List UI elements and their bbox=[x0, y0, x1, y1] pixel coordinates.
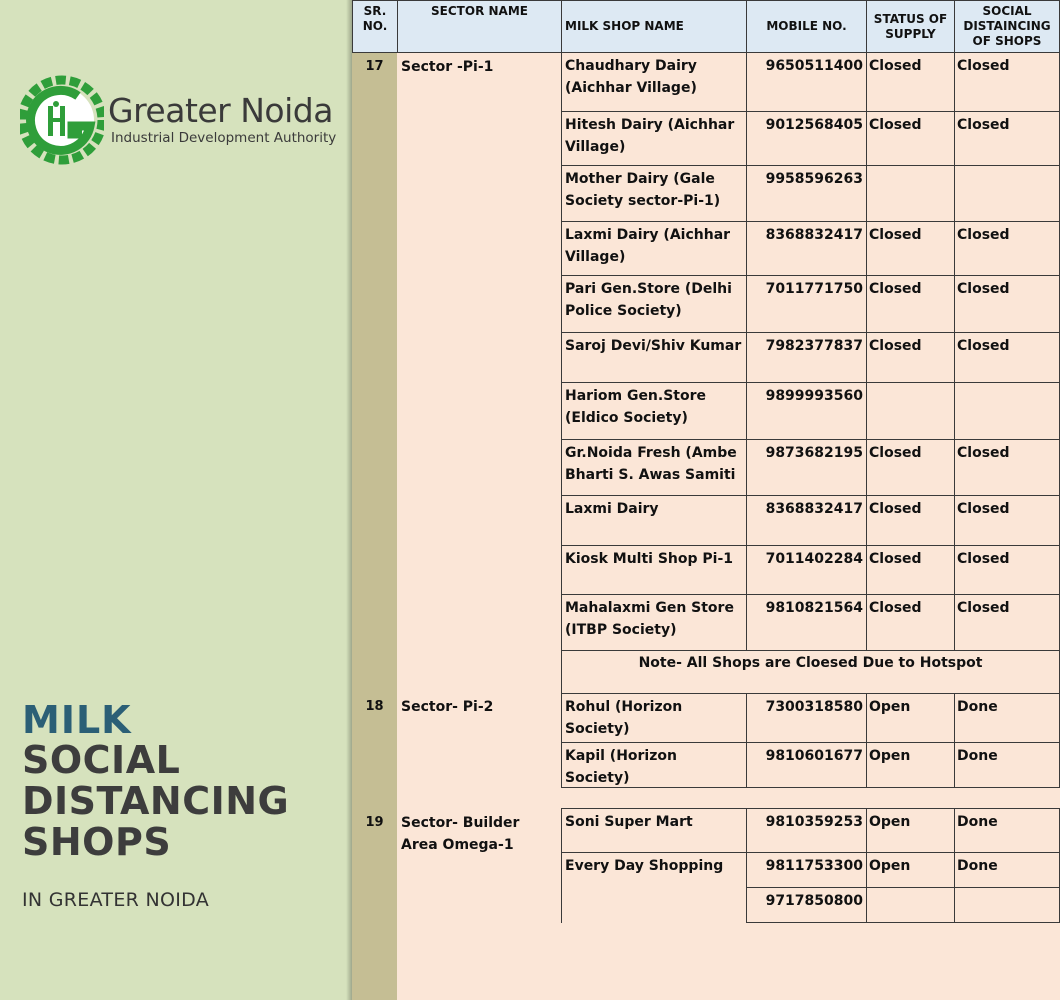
header-shop: MILK SHOP NAME bbox=[561, 0, 747, 53]
left-panel bbox=[0, 0, 352, 1000]
table-row-mobile: 9810821564 bbox=[746, 594, 867, 651]
table-row-status: Closed bbox=[866, 221, 955, 276]
table-row-mobile: 9810359253 bbox=[746, 808, 867, 853]
table-row-status: Closed bbox=[866, 52, 955, 112]
table-row-social: Closed bbox=[954, 495, 1060, 546]
sr-18: 18 bbox=[365, 699, 384, 714]
header-sector: SECTOR NAME bbox=[397, 0, 562, 53]
sr-17: 17 bbox=[365, 59, 384, 74]
table-row-shop: Gr.Noida Fresh (Ambe Bharti S. Awas Samiti bbox=[561, 439, 747, 496]
brand-logo bbox=[20, 74, 340, 166]
table-row-status: Closed bbox=[866, 594, 955, 651]
gnida-logo-icon bbox=[20, 74, 104, 166]
sector-omega-1: Sector- Builder Area Omega-1 bbox=[401, 815, 520, 853]
table-row-mobile: 9012568405 bbox=[746, 111, 867, 166]
table-row-status: Open bbox=[866, 742, 955, 788]
table-row-social bbox=[954, 382, 1060, 440]
table-row-mobile: 9810601677 bbox=[746, 742, 867, 788]
sr-19: 19 bbox=[365, 815, 384, 830]
table-row-social: Closed bbox=[954, 439, 1060, 496]
table-row-social: Done bbox=[954, 808, 1060, 853]
table-row-mobile: 9811753300 bbox=[746, 852, 867, 888]
table-row-shop: Every Day Shopping bbox=[561, 852, 747, 923]
headline-tagline: IN GREATER NOIDA bbox=[22, 889, 210, 911]
table-row-mobile: 7982377837 bbox=[746, 332, 867, 383]
headline-distancing: DISTANCING bbox=[22, 779, 290, 823]
table-row-social: Done bbox=[954, 742, 1060, 788]
table-row-mobile: 9717850800 bbox=[746, 887, 867, 923]
table-row-social: Closed bbox=[954, 594, 1060, 651]
table-row-shop: Laxmi Dairy bbox=[561, 495, 747, 546]
brand-subtitle: Industrial Development Authority bbox=[111, 130, 337, 146]
table-row-status: Open bbox=[866, 808, 955, 853]
table-row-shop: Hariom Gen.Store (Eldico Society) bbox=[561, 382, 747, 440]
table-row-mobile: 8368832417 bbox=[746, 495, 867, 546]
table-row-social: Closed bbox=[954, 332, 1060, 383]
table-row-status: Closed bbox=[866, 332, 955, 383]
table-row-shop: Hitesh Dairy (Aichhar Village) bbox=[561, 111, 747, 166]
table-row-social: Closed bbox=[954, 275, 1060, 333]
table-row-mobile: 9873682195 bbox=[746, 439, 867, 496]
table-row-mobile: 7011771750 bbox=[746, 275, 867, 333]
table-row-status: Open bbox=[866, 693, 955, 743]
table-row-status: Closed bbox=[866, 275, 955, 333]
table-row-social: Closed bbox=[954, 221, 1060, 276]
headline bbox=[22, 700, 342, 911]
table-row-status: Open bbox=[866, 852, 955, 888]
table-row-shop: Soni Super Mart bbox=[561, 808, 747, 853]
header-status: STATUS OF SUPPLY bbox=[866, 0, 955, 53]
table-row-shop: Rohul (Horizon Society) bbox=[561, 693, 747, 743]
table-row-social: Done bbox=[954, 852, 1060, 888]
table-row-mobile: 8368832417 bbox=[746, 221, 867, 276]
table-row-shop: Chaudhary Dairy (Aichhar Village) bbox=[561, 52, 747, 112]
table-row-social: Closed bbox=[954, 545, 1060, 595]
table-row-shop: Laxmi Dairy (Aichhar Village) bbox=[561, 221, 747, 276]
table-row-mobile: 9899993560 bbox=[746, 382, 867, 440]
table-row-social: Closed bbox=[954, 111, 1060, 166]
header-sr: SR. NO. bbox=[352, 0, 398, 53]
table-note: Note- All Shops are Cloesed Due to Hotspot bbox=[561, 650, 1060, 694]
headline-social: SOCIAL bbox=[22, 738, 181, 782]
sector-pi-1: Sector -Pi-1 bbox=[401, 59, 494, 75]
headline-shops: SHOPS bbox=[22, 820, 172, 864]
table-row-status: Closed bbox=[866, 111, 955, 166]
table-row-status bbox=[866, 382, 955, 440]
table-row-shop: Kapil (Horizon Society) bbox=[561, 742, 747, 788]
table-row-social bbox=[954, 887, 1060, 923]
table-row-mobile: 7300318580 bbox=[746, 693, 867, 743]
table-row-status: Closed bbox=[866, 439, 955, 496]
table-row-shop: Kiosk Multi Shop Pi-1 bbox=[561, 545, 747, 595]
brand-name: Greater Noida bbox=[108, 91, 333, 130]
table-row-status: Closed bbox=[866, 545, 955, 595]
table-row-shop: Mahalaxmi Gen Store (ITBP Society) bbox=[561, 594, 747, 651]
table-row-mobile: 9650511400 bbox=[746, 52, 867, 112]
table-row-shop: Pari Gen.Store (Delhi Police Society) bbox=[561, 275, 747, 333]
sr-column-band bbox=[352, 52, 397, 1000]
table-row-social: Done bbox=[954, 693, 1060, 743]
table-row-shop: Mother Dairy (Gale Society sector-Pi-1) bbox=[561, 165, 747, 222]
sector-pi-2: Sector- Pi-2 bbox=[401, 699, 494, 715]
table-row-social bbox=[954, 165, 1060, 222]
headline-milk: MILK bbox=[22, 698, 132, 742]
table-row-mobile: 7011402284 bbox=[746, 545, 867, 595]
table-row-status bbox=[866, 887, 955, 923]
header-mobile: MOBILE NO. bbox=[746, 0, 867, 53]
header-social: SOCIAL DISTAINCING OF SHOPS bbox=[954, 0, 1060, 53]
table-row-status bbox=[866, 165, 955, 222]
table-row-social: Closed bbox=[954, 52, 1060, 112]
table-row-mobile: 9958596263 bbox=[746, 165, 867, 222]
table-row-shop: Saroj Devi/Shiv Kumar bbox=[561, 332, 747, 383]
milk-shops-table bbox=[352, 0, 1060, 1000]
table-row-status: Closed bbox=[866, 495, 955, 546]
